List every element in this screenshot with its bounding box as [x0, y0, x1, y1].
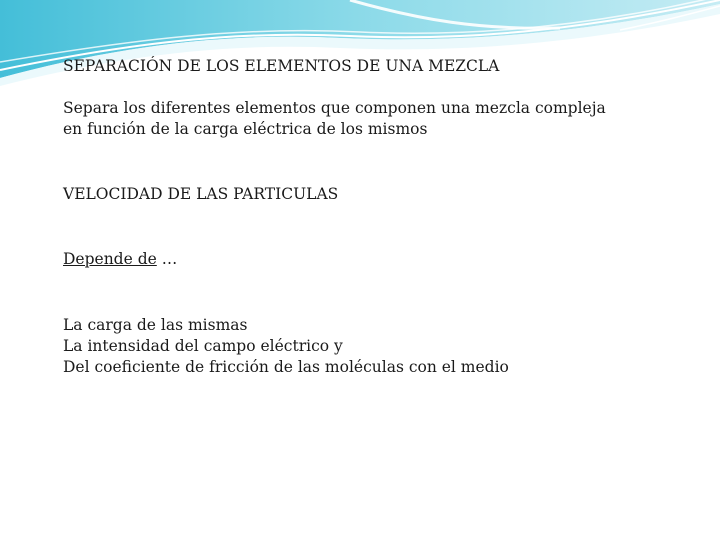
factors-list — [63, 315, 663, 378]
depends-label: Depende de — [63, 250, 157, 268]
depends-line — [63, 249, 663, 270]
intro-line: en función de la carga eléctrica de los mismos — [63, 120, 428, 138]
intro-paragraph — [63, 98, 663, 140]
intro-line: Separa los diferentes elementos que componen una mezcla compleja — [63, 99, 606, 117]
factor-item: La carga de las mismas — [63, 316, 248, 334]
section-heading: VELOCIDAD DE LAS PARTICULAS — [63, 185, 339, 203]
depends-ellipsis: … — [156, 250, 178, 268]
factor-item: La intensidad del campo eléctrico y — [63, 337, 343, 355]
factor-item: Del coeficiente de fricción de las moléculas con el medio — [63, 358, 509, 376]
slide-content — [63, 56, 663, 378]
slide-title: SEPARACIÓN DE LOS ELEMENTOS DE UNA MEZCLA — [63, 57, 500, 75]
